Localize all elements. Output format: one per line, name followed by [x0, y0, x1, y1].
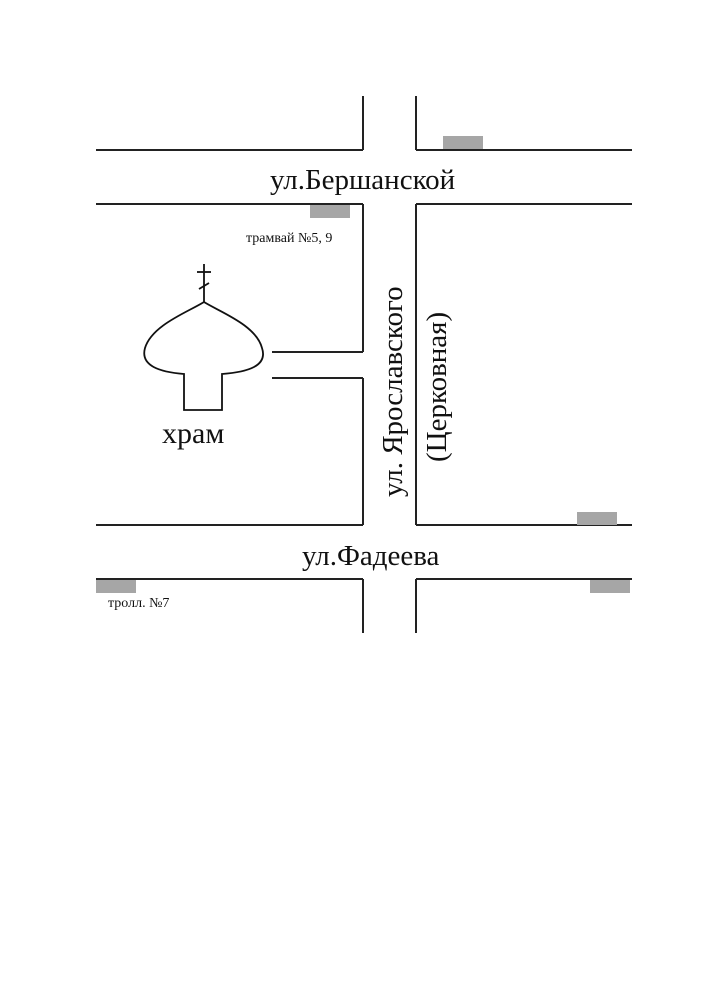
stop-marker-fadeeva-southeast — [590, 580, 630, 593]
trolley-stop-label: тролл. №7 — [108, 596, 170, 611]
church-dome — [144, 302, 263, 410]
street-label-tserkovnaya: (Церковная) — [421, 311, 453, 462]
stop-marker-tram — [310, 205, 350, 218]
stop-marker-bershanskoy-northeast — [443, 136, 483, 149]
stop-marker-fadeeva-east — [577, 512, 617, 525]
church-icon — [144, 264, 263, 410]
street-label-yaroslavskogo: ул. Ярославского — [377, 286, 409, 497]
tram-stop-label: трамвай №5, 9 — [246, 231, 333, 246]
street-label-fadeeva: ул.Фадеева — [302, 540, 440, 572]
church-label: храм — [162, 417, 225, 450]
street-label-bershanskoy: ул.Бершанской — [270, 164, 456, 196]
stop-marker-trolley — [96, 580, 136, 593]
